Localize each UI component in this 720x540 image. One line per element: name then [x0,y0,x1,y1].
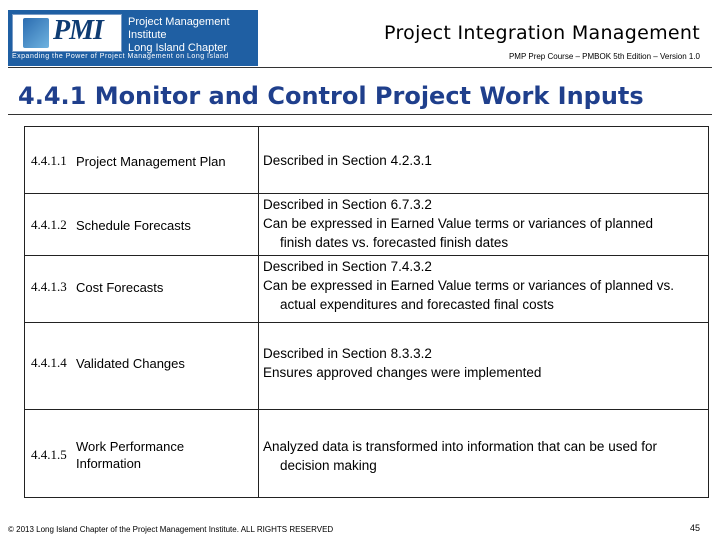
logo-tagline: Expanding the Power of Project Management on Long Island [12,53,229,60]
table-row [25,255,708,322]
row-description [263,344,703,382]
row-description [263,195,703,252]
table-row [25,409,708,497]
description-line: Described in Section 6.7.3.2 [263,197,432,212]
inputs-table [24,126,709,498]
row-input-name: Validated Changes [76,356,185,371]
page-title: Project Integration Management [384,22,700,44]
table-row [25,127,708,193]
row-number: 4.4.1.3 [31,279,67,294]
heading-divider [8,114,712,115]
row-description [263,151,703,170]
pmi-logo-mark-box [12,14,122,52]
description-line: Ensures approved changes were implemented [263,365,542,380]
course-subtitle: PMP Prep Course – PMBOK 5th Edition – Version 1.0 [508,52,700,61]
logo-organization-name [128,16,258,55]
row-input-name [76,438,254,472]
pmi-logo [8,10,258,66]
description-line: Analyzed data is transformed into information that can be used for [263,439,657,454]
row-number: 4.4.1.5 [31,447,67,462]
description-line: Can be expressed in Earned Value terms or variances of planned [263,216,653,231]
description-line: decision making [280,458,377,473]
row-description [263,257,703,314]
row-description [263,437,703,475]
description-line: Described in Section 4.2.3.1 [263,153,432,168]
header-divider [8,67,712,68]
row-number: 4.4.1.1 [31,153,67,168]
page-number: 45 [689,523,700,533]
row-input-name: Schedule Forecasts [76,218,191,233]
description-line: Can be expressed in Earned Value terms or variances of planned vs. [263,278,674,293]
input-name-line: Work Performance [76,439,185,454]
row-number: 4.4.1.4 [31,355,67,370]
table-row [25,322,708,409]
copyright-footer: © 2013 Long Island Chapter of the Project Management Institute. ALL RIGHTS RESERVED [8,525,334,534]
row-input-name: Cost Forecasts [76,280,164,295]
row-input-name: Project Management Plan [76,154,226,169]
section-heading: 4.4.1 Monitor and Control Project Work Inputs [18,82,644,110]
description-line: Described in Section 8.3.3.2 [263,346,432,361]
description-line: actual expenditures and forecasted final costs [280,297,554,312]
logo-name-line2: Long Island Chapter [128,42,228,54]
logo-name-line1: Project Management Institute [128,16,230,41]
input-name-line: Information [76,456,142,471]
pmi-emblem-icon [23,18,49,48]
table-row [25,193,708,255]
row-number: 4.4.1.2 [31,217,67,232]
description-line: finish dates vs. forecasted finish dates [280,235,509,250]
description-line: Described in Section 7.4.3.2 [263,259,432,274]
pmi-logo-letters: PMI [53,15,103,46]
